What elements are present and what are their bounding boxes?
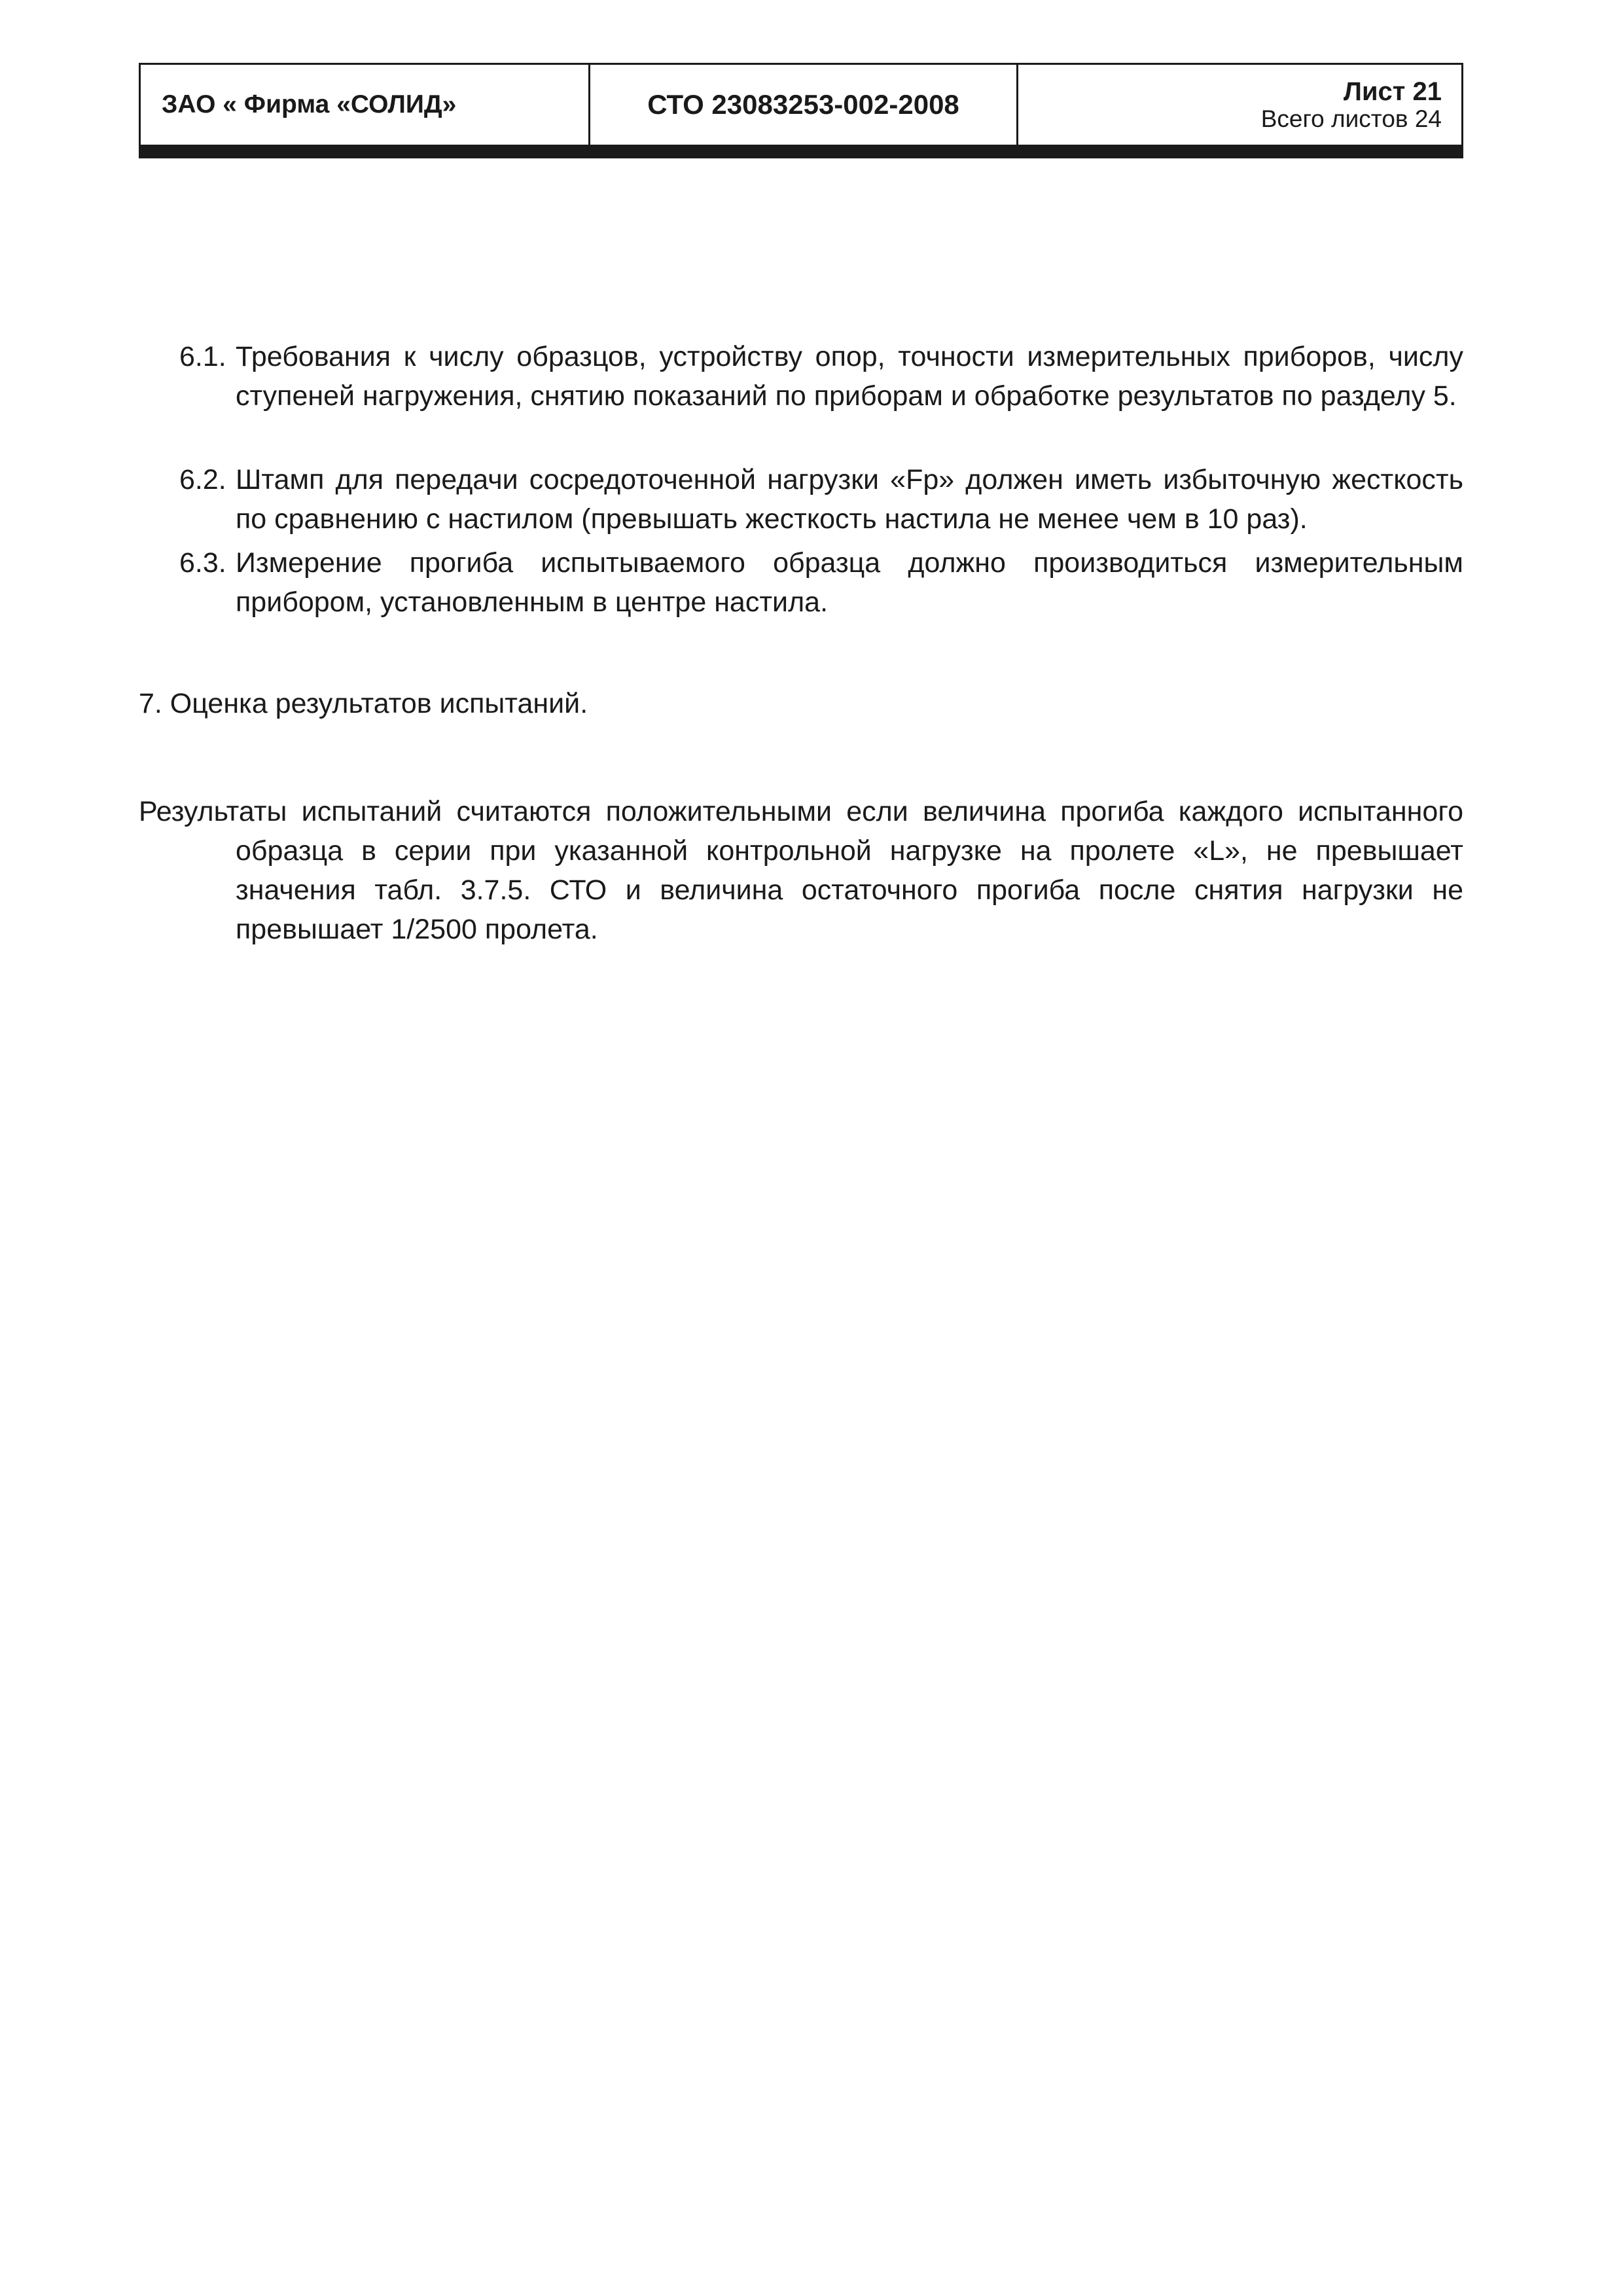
sheet-number: Лист 21 xyxy=(1343,77,1442,106)
item-text: Требования к числу образцов, устройству опор, точности измерительных приборов, числу ступеней нагружения, снятию показаний по приборам и обработке результатов по разделу 5. xyxy=(236,341,1463,412)
standard-code: СТО 23083253-002-2008 xyxy=(590,65,1018,145)
item-number: 6.2. xyxy=(179,464,226,495)
header-stamp xyxy=(139,63,1463,147)
item-text: Измерение прогиба испытываемого образца должно производиться измерительным прибором, установленным в центре настила. xyxy=(236,547,1463,618)
organization-name: ЗАО « Фирма «СОЛИД» xyxy=(141,65,590,145)
item-number: 6.3. xyxy=(179,547,226,579)
results-paragraph: Результаты испытаний считаются положительными если величина прогиба каждого испытанного образца в серии при указанной контрольной нагрузке на пролете «L», не превышает значения табл. 3.7.5. СТО и величина остаточного прогиба после снятия нагрузки не превышает 1/2500 пролета. xyxy=(139,796,1463,945)
item-text: Штамп для передачи сосредоточенной нагрузки «Fp» должен иметь избыточную жесткость по сравнению с настилом (превышать жесткость настила не менее чем в 10 раз). xyxy=(236,464,1463,535)
list-item-6-3 xyxy=(179,543,1463,622)
item-number: 6.1. xyxy=(179,341,226,372)
sheet-info xyxy=(1018,65,1461,145)
header-bottom-rule xyxy=(139,145,1463,158)
section-heading: 7. Оценка результатов испытаний. xyxy=(139,688,588,719)
list-item-6-1 xyxy=(179,337,1463,416)
list-item-6-2 xyxy=(179,460,1463,539)
total-sheets: Всего листов 24 xyxy=(1260,105,1442,132)
